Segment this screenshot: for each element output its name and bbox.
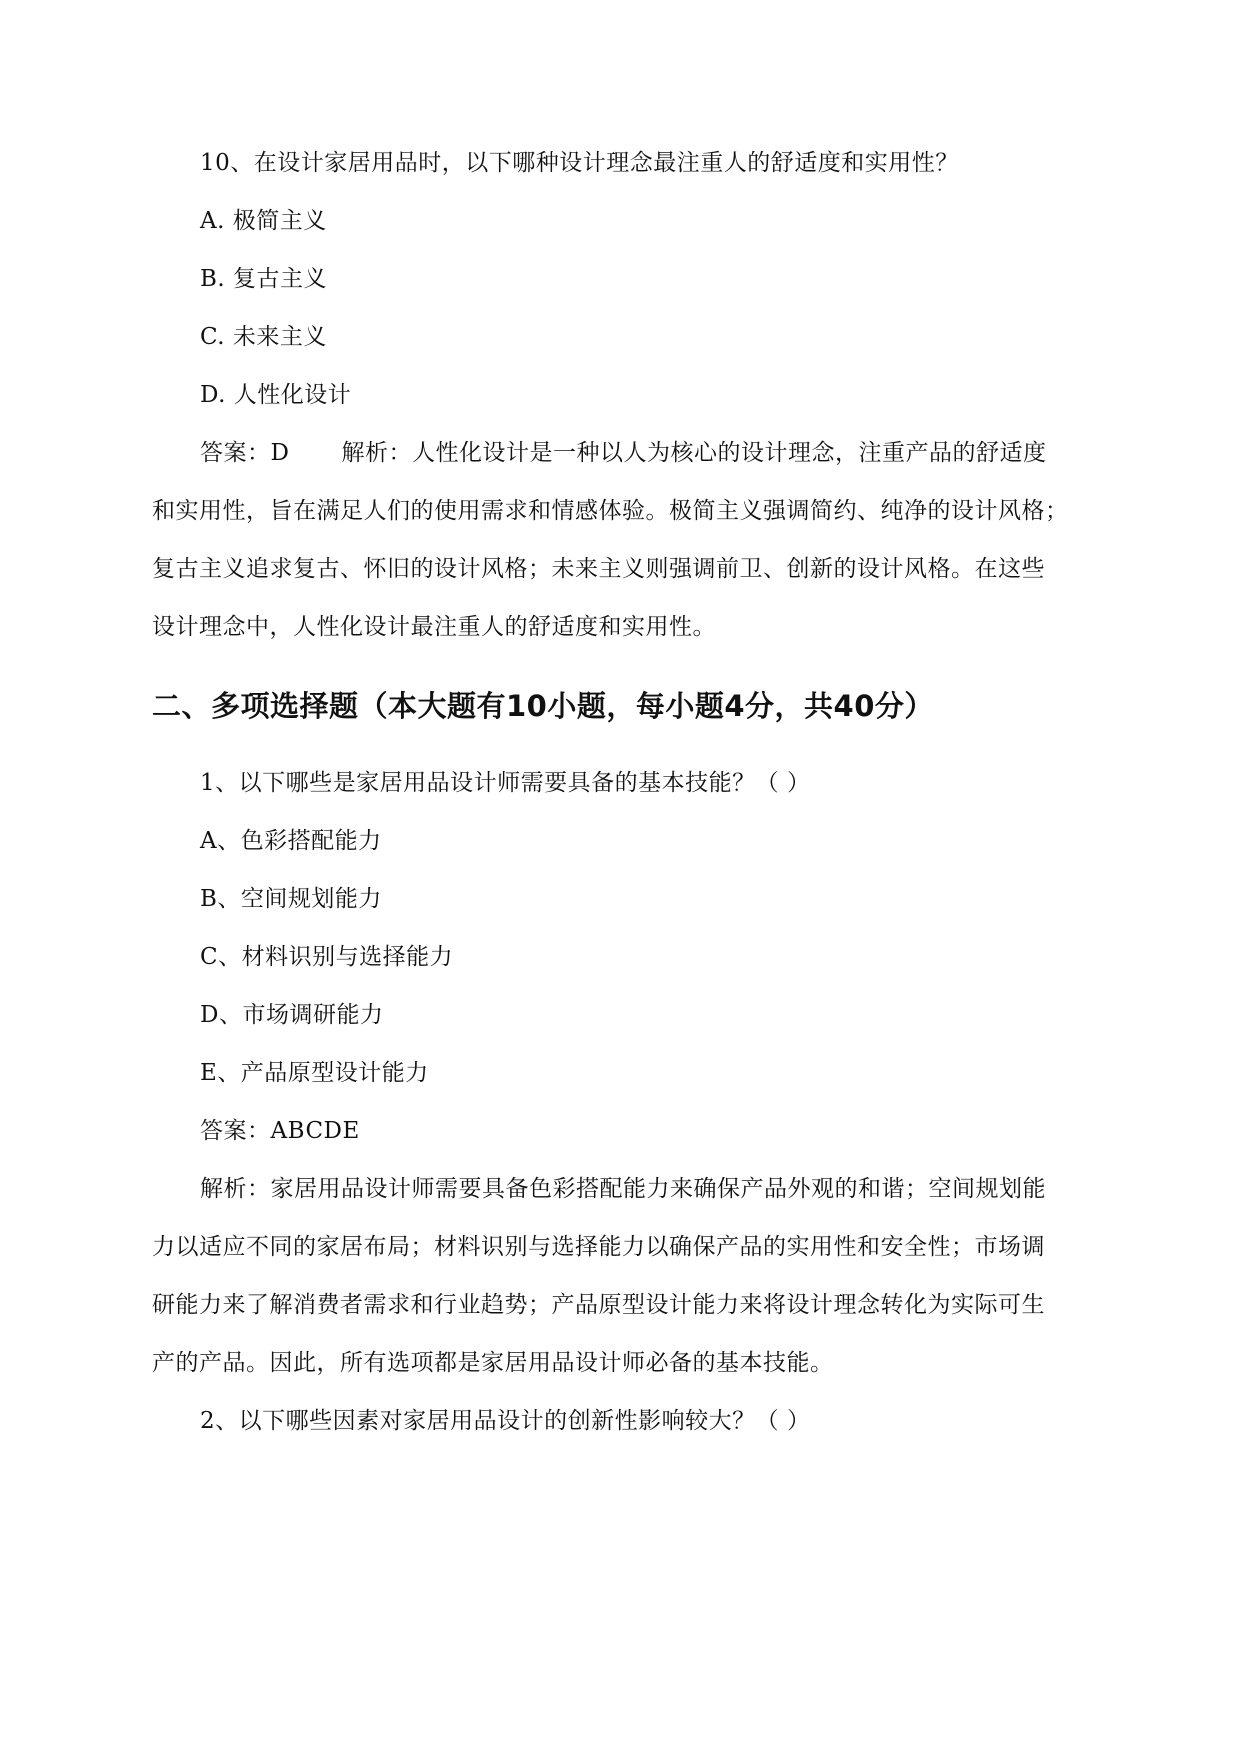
question-10: 10、在设计家居用品时，以下哪种设计理念最注重人的舒适度和实用性？ (200, 150, 959, 176)
q10-option-d: D. 人性化设计 (200, 382, 352, 408)
q10-option-b: B. 复古主义 (200, 266, 328, 292)
q1-option-e: E、产品原型设计能力 (200, 1060, 429, 1086)
q10-analysis-line-3: 复古主义追求复古、怀旧的设计风格；未来主义则强调前卫、创新的设计风格。在这些 (152, 556, 1045, 582)
q1-analysis-line-3: 研能力来了解消费者需求和行业趋势；产品原型设计能力来将设计理念转化为实际可生 (152, 1292, 1045, 1318)
q1-option-c: C、材料识别与选择能力 (200, 944, 454, 970)
q1-analysis-line-4: 产的产品。因此，所有选项都是家居用品设计师必备的基本技能。 (152, 1350, 834, 1376)
q10-analysis-line-4: 设计理念中，人性化设计最注重人的舒适度和实用性。 (152, 614, 716, 640)
q1-option-d: D、市场调研能力 (200, 1002, 384, 1028)
q10-answer: 答案：D (200, 440, 290, 466)
q1-analysis-line-1: 解析：家居用品设计师需要具备色彩搭配能力来确保产品外观的和谐；空间规划能 (200, 1176, 1046, 1202)
q10-answer-line (200, 438, 1046, 468)
question-1: 1、以下哪些是家居用品设计师需要具备的基本技能？（ ） (200, 770, 811, 796)
q1-analysis-line-2: 力以适应不同的家居布局；材料识别与选择能力以确保产品的实用性和安全性；市场调 (152, 1234, 1045, 1260)
q10-option-a: A. 极简主义 (200, 208, 327, 234)
q1-option-b: B、空间规划能力 (200, 886, 382, 912)
question-2: 2、以下哪些因素对家居用品设计的创新性影响较大？（ ） (200, 1408, 811, 1434)
q10-analysis-line-2: 和实用性，旨在满足人们的使用需求和情感体验。极简主义强调简约、纯净的设计风格； (152, 498, 1069, 524)
section-heading-multiple-choice: 二、多项选择题（本大题有10小题，每小题4分，共40分） (152, 689, 934, 723)
q1-answer: 答案：ABCDE (200, 1118, 360, 1144)
q10-option-c: C. 未来主义 (200, 324, 327, 350)
q1-option-a: A、色彩搭配能力 (200, 828, 382, 854)
q10-analysis-line-1: 解析：人性化设计是一种以人为核心的设计理念，注重产品的舒适度 (341, 440, 1047, 466)
